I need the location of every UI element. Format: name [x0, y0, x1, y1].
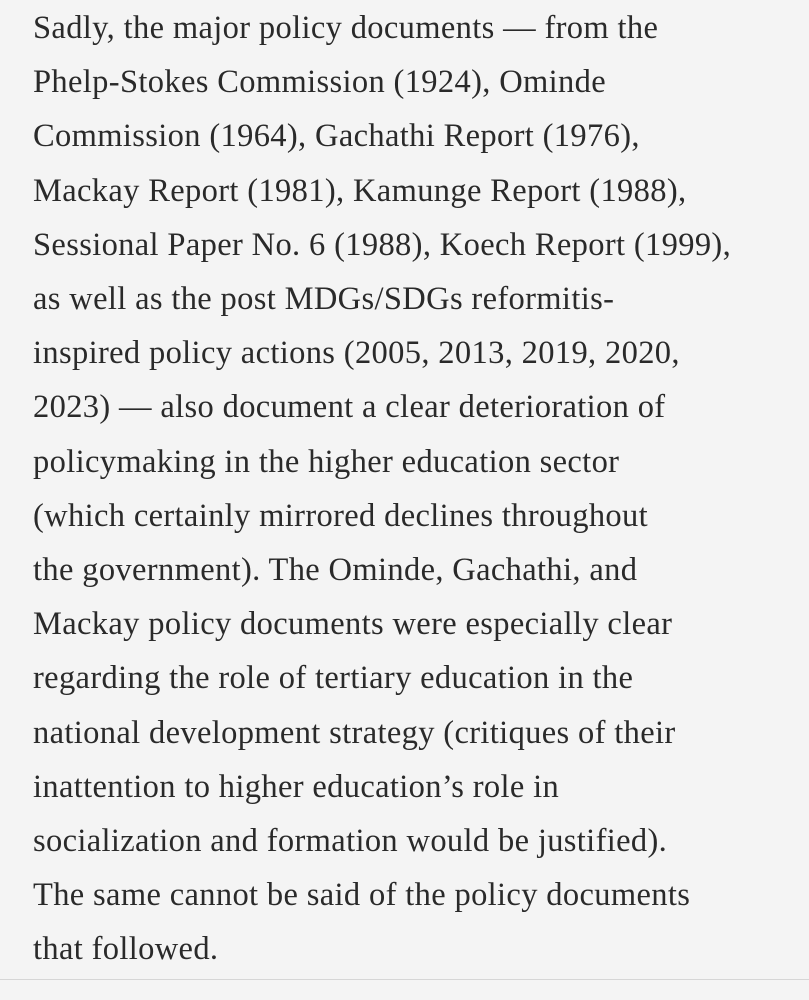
paragraph-line: inattention to higher education’s role in	[33, 768, 560, 805]
paragraph-line: Mackay Report (1981), Kamunge Report (1988),	[33, 172, 687, 209]
paragraph-line: Commission (1964), Gachathi Report (1976),	[33, 118, 640, 155]
paragraph-line: Sadly, the major policy documents — from the	[33, 10, 659, 46]
paragraph-line: the government). The Ominde, Gachathi, and	[33, 552, 638, 589]
paragraph-line: Mackay policy documents were especially clear	[33, 606, 673, 643]
paragraph-line: The same cannot be said of the policy documents	[33, 877, 691, 914]
paragraph-line: Sessional Paper No. 6 (1988), Koech Report (1999),	[33, 226, 732, 263]
paragraph-line: Phelp-Stokes Commission (1924), Ominde	[33, 64, 607, 101]
paragraph-line: socialization and formation would be justified).	[33, 823, 668, 860]
paragraph-line: regarding the role of tertiary education in the	[33, 660, 634, 697]
article-paragraph	[33, 0, 793, 977]
paragraph-line: policymaking in the higher education sector	[33, 443, 620, 480]
paragraph-line: as well as the post MDGs/SDGs reformitis-	[33, 281, 615, 318]
paragraph-line: inspired policy actions (2005, 2013, 2019, 2020,	[33, 335, 680, 372]
paragraph-line: that followed.	[33, 931, 219, 968]
paragraph-line: 2023) — also document a clear deterioration of	[33, 389, 666, 426]
paragraph-line: (which certainly mirrored declines throughout	[33, 497, 649, 534]
paragraph-line: national development strategy (critiques of their	[33, 714, 676, 751]
bottom-divider	[0, 979, 809, 980]
